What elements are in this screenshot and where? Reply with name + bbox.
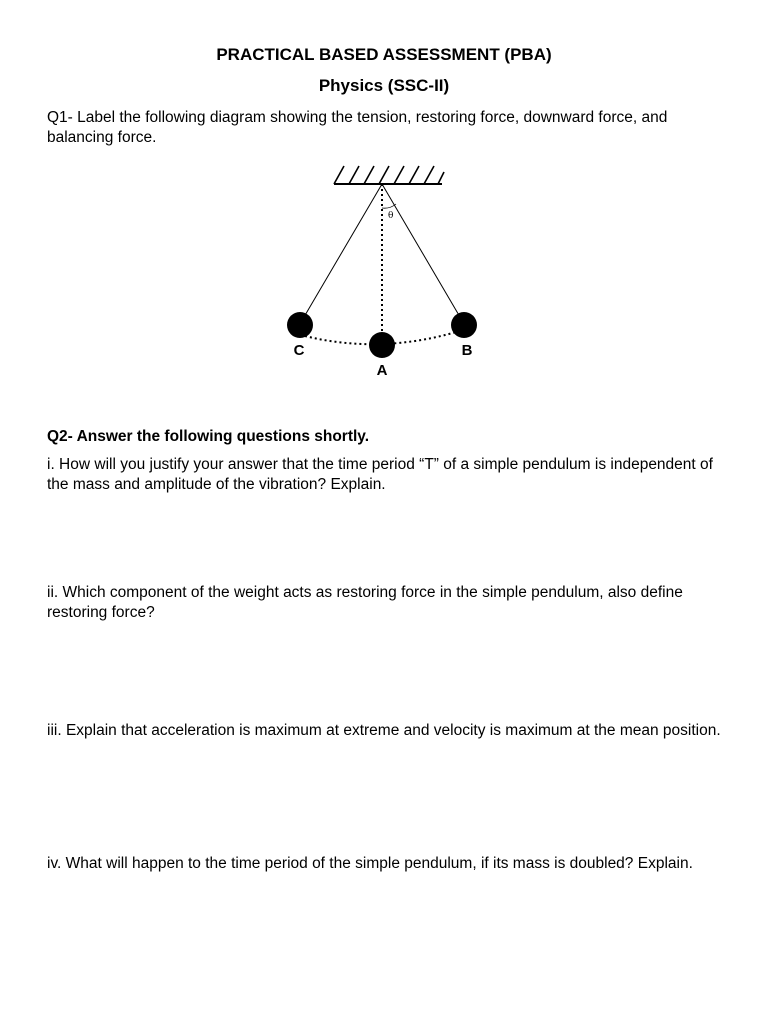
q2-question-1: i. How will you justify your answer that the time period “T” of a simple pendulum is independent of the mass and amplitude of the vibration? Explain. <box>47 456 713 493</box>
ceiling-hatching <box>334 166 444 184</box>
page-title: PRACTICAL BASED ASSESSMENT (PBA) <box>216 45 552 64</box>
bob-right <box>451 312 477 338</box>
q1-text: Q1- Label the following diagram showing the tension, restoring force, downward force, and balancing force. <box>47 109 668 146</box>
q2-question-3: iii. Explain that acceleration is maximum at extreme and velocity is maximum at the mean position. <box>47 722 721 739</box>
page-subtitle: Physics (SSC-II) <box>318 76 450 95</box>
string-left <box>304 184 382 317</box>
q2-question-4: iv. What will happen to the time period of the simple pendulum, if its mass is doubled? Explain. <box>47 855 693 872</box>
pendulum-diagram <box>280 160 500 385</box>
q2-heading: Q2- Answer the following questions shortly. <box>47 428 370 445</box>
position-label-a: A <box>376 362 388 379</box>
bob-center <box>369 332 395 358</box>
position-label-c: C <box>293 342 305 359</box>
position-label-b: B <box>461 342 473 359</box>
string-right <box>382 184 460 317</box>
angle-label: θ <box>388 211 394 221</box>
q2-question-2: ii. Which component of the weight acts as restoring force in the simple pendulum, also define restoring force? <box>47 584 683 621</box>
bob-left <box>287 312 313 338</box>
